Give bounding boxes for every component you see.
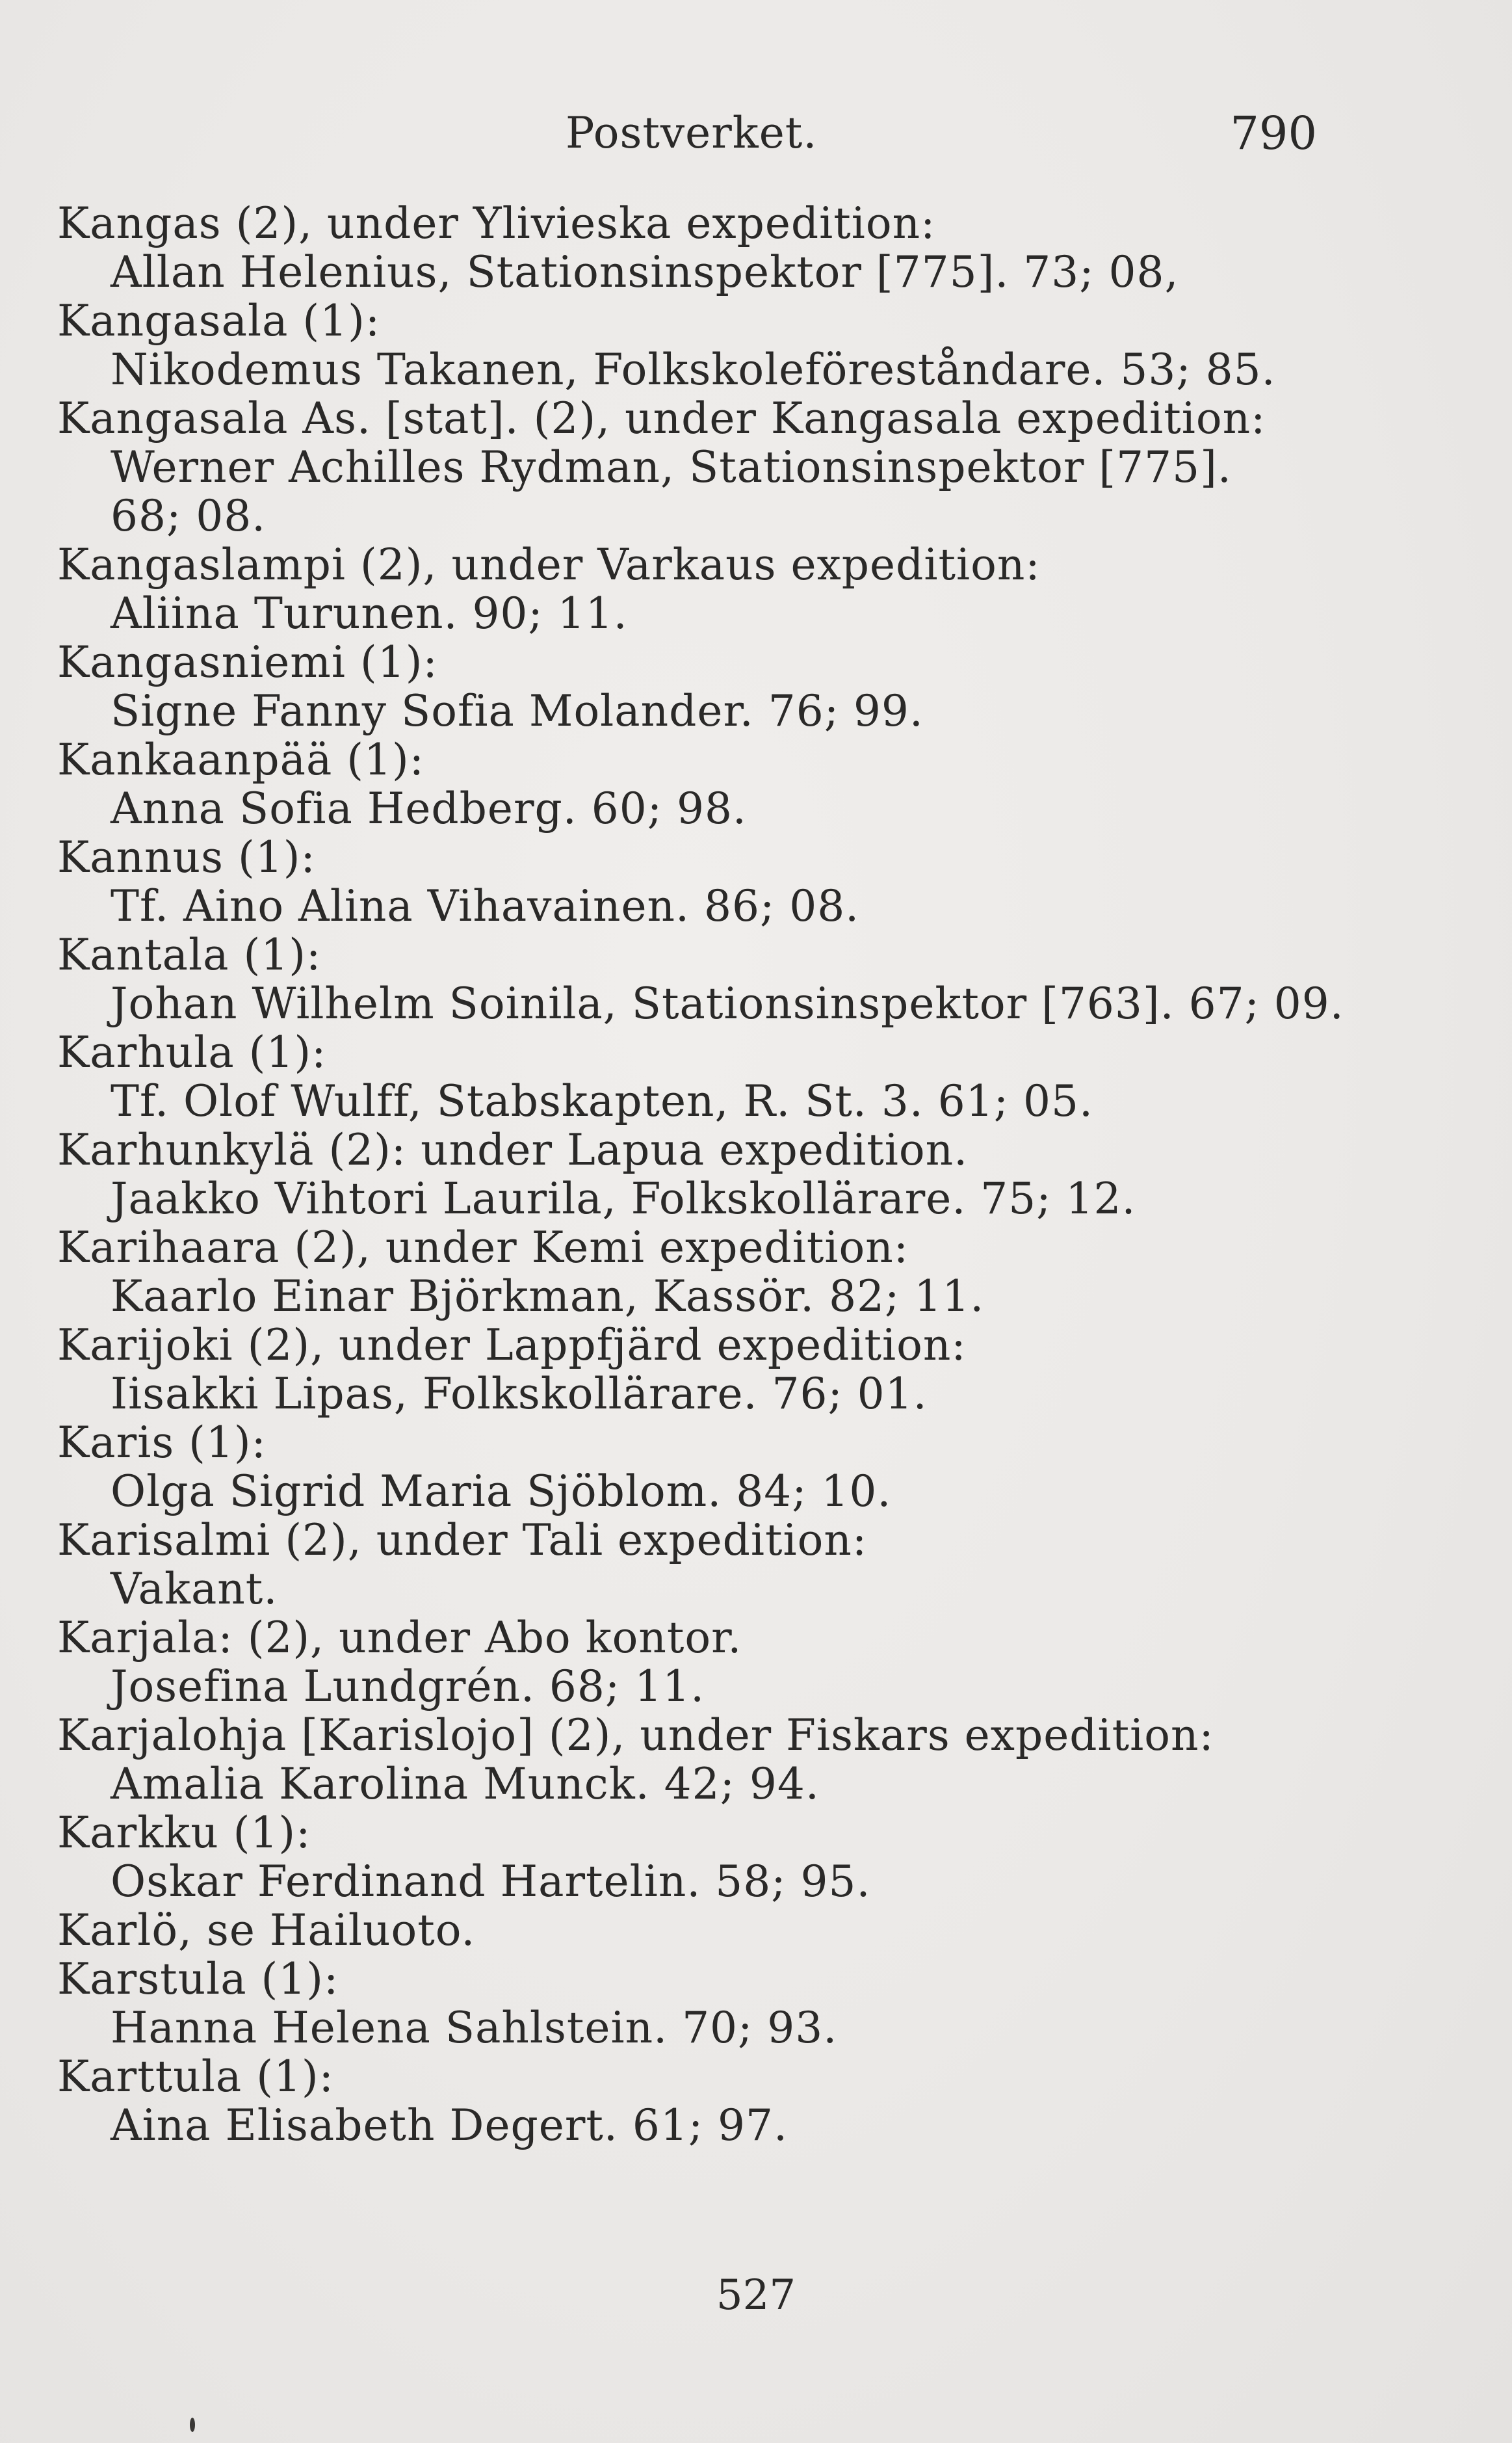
running-title: Postverket. — [566, 108, 818, 158]
person-line: 68; 08. — [111, 491, 267, 541]
place-heading: Kangasala As. [stat]. (2), under Kangasala expedition: — [57, 393, 1266, 443]
place-heading: Kantala (1): — [57, 930, 322, 980]
person-line: Signe Fanny Sofia Molander. 76; 99. — [111, 686, 924, 736]
directory-entry — [57, 931, 1474, 1028]
person-line: Tf. Aino Alina Vihavainen. 86; 08. — [111, 881, 860, 931]
directory-entry — [57, 1321, 1474, 1418]
person-line: Aina Elisabeth Degert. 61; 97. — [111, 2100, 789, 2150]
directory-entry — [57, 1808, 1474, 1906]
place-heading: Kangasniemi (1): — [57, 637, 438, 687]
person-line: Hanna Helena Sahlstein. 70; 93. — [111, 2003, 838, 2053]
person-line: Amalia Karolina Munck. 42; 94. — [111, 1759, 820, 1809]
place-heading: Karihaara (2), under Kemi expedition: — [57, 1222, 909, 1273]
directory-entry — [57, 1516, 1474, 1613]
place-heading: Karkku (1): — [57, 1808, 311, 1858]
person-line: Josefina Lundgrén. 68; 11. — [111, 1661, 705, 1711]
place-heading: Kannus (1): — [57, 832, 316, 882]
directory-entries — [57, 199, 1474, 2150]
page-number-top: 790 — [1230, 107, 1317, 160]
person-line: Iisakki Lipas, Folkskollärare. 76; 01. — [111, 1369, 928, 1419]
person-line: Nikodemus Takanen, Folkskoleföreståndare. 53; 85. — [111, 345, 1276, 395]
directory-entry — [57, 1711, 1474, 1808]
place-heading: Karisalmi (2), under Tali expedition: — [57, 1515, 868, 1565]
ink-speck — [190, 2418, 195, 2432]
place-heading: Kankaanpää (1): — [57, 735, 425, 785]
place-heading: Kangas (2), under Ylivieska expedition: — [57, 198, 936, 248]
person-line: Vakant. — [111, 1564, 278, 1614]
directory-entry — [57, 1223, 1474, 1321]
person-line: Anna Sofia Hedberg. 60; 98. — [111, 784, 747, 834]
page-number-bottom: 527 — [716, 2271, 796, 2319]
place-heading: Karjala: (2), under Abo kontor. — [57, 1613, 742, 1663]
person-line: Werner Achilles Rydman, Stationsinspektor [775]. — [111, 442, 1232, 492]
person-line: Jaakko Vihtori Laurila, Folkskollärare. 75; 12. — [111, 1174, 1136, 1224]
place-heading: Karttula (1): — [57, 2052, 334, 2102]
directory-entry — [57, 1028, 1474, 1126]
directory-entry — [57, 297, 1474, 394]
person-line: Johan Wilhelm Soinila, Stationsinspektor [763]. 67; 09. — [111, 979, 1344, 1029]
directory-entry — [57, 199, 1474, 297]
directory-entry — [57, 1955, 1474, 2052]
place-heading: Karijoki (2), under Lappfjärd expedition: — [57, 1320, 967, 1370]
directory-entry — [57, 540, 1474, 638]
place-heading: Karstula (1): — [57, 1954, 339, 2004]
place-heading: Kangaslampi (2), under Varkaus expedition: — [57, 540, 1041, 590]
page-header — [0, 104, 1512, 163]
directory-entry — [57, 833, 1474, 931]
person-line: Allan Helenius, Stationsinspektor [775]. 73; 08, — [111, 247, 1179, 297]
person-line: Aliina Turunen. 90; 11. — [111, 588, 628, 639]
person-line: Kaarlo Einar Björkman, Kassör. 82; 11. — [111, 1271, 985, 1321]
place-heading: Kangasala (1): — [57, 296, 381, 346]
place-heading: Karhula (1): — [57, 1027, 327, 1077]
place-heading: Karlö, se Hailuoto. — [57, 1905, 476, 1955]
directory-entry — [57, 1418, 1474, 1516]
person-line: Oskar Ferdinand Hartelin. 58; 95. — [111, 1856, 871, 1907]
directory-entry — [57, 1126, 1474, 1223]
directory-entry — [57, 1613, 1474, 1711]
directory-entry — [57, 394, 1474, 540]
directory-entry — [57, 2052, 1474, 2150]
directory-entry — [57, 1906, 1474, 1955]
directory-entry — [57, 735, 1474, 833]
place-heading: Karis (1): — [57, 1418, 267, 1468]
person-line: Olga Sigrid Maria Sjöblom. 84; 10. — [111, 1466, 892, 1516]
person-line: Tf. Olof Wulff, Stabskapten, R. St. 3. 61; 05. — [111, 1076, 1093, 1126]
place-heading: Karjalohja [Karislojo] (2), under Fiskars expedition: — [57, 1710, 1214, 1760]
place-heading: Karhunkylä (2): under Lapua expedition. — [57, 1125, 969, 1175]
directory-entry — [57, 638, 1474, 735]
